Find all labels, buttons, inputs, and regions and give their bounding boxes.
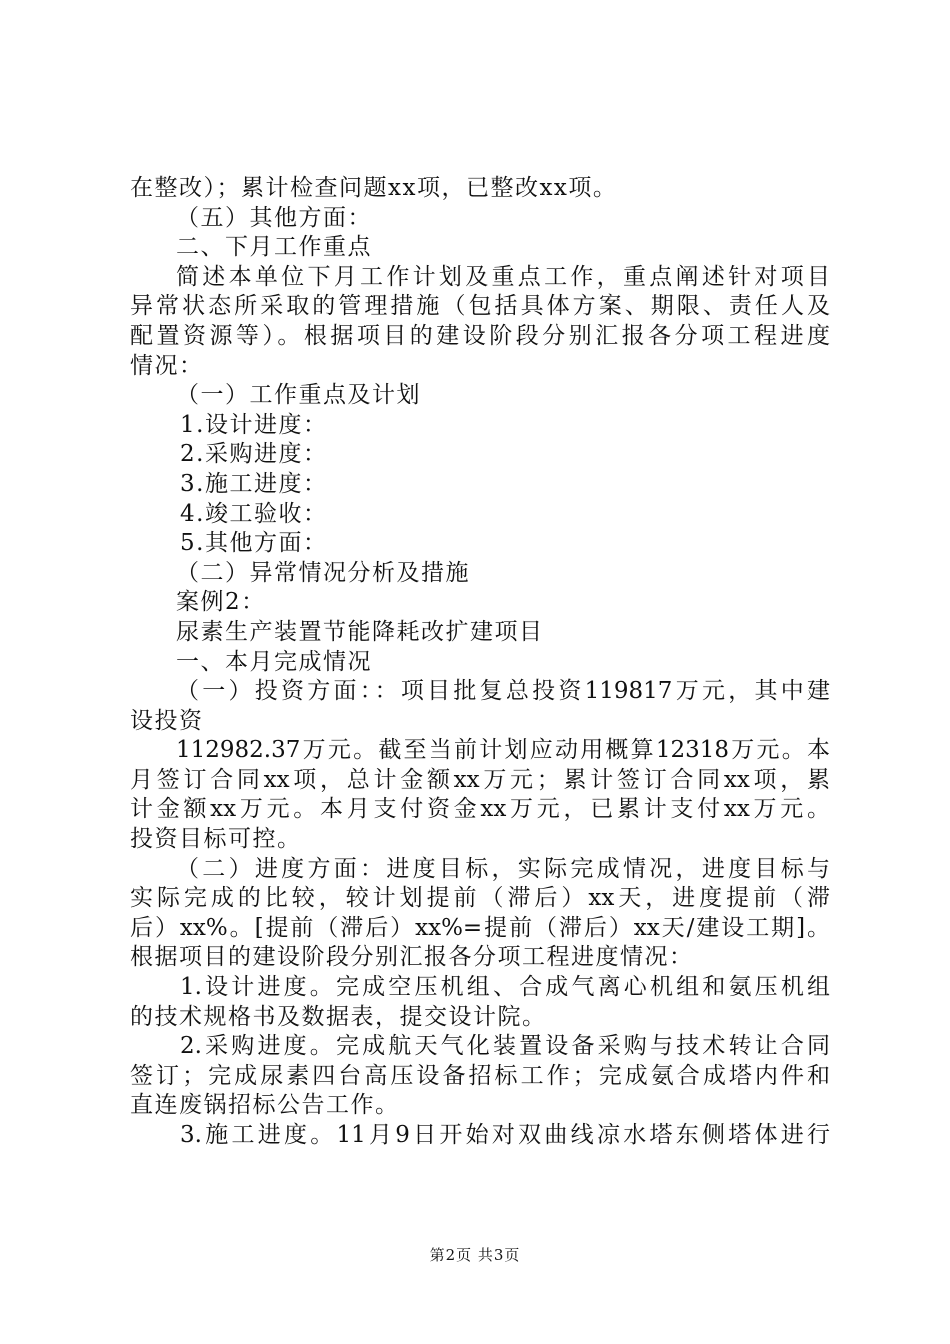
text-line: 月签订合同xx项，总计金额xx万元；累计签订合同xx项，累 [130, 766, 830, 793]
document-body [130, 174, 830, 1151]
text-line: 签订；完成尿素四台高压设备招标工作；完成氨合成塔内件和 [130, 1062, 830, 1089]
page-number-footer: 第2页 共3页 [429, 1246, 521, 1264]
text-line: 后）xx%。[提前（滞后）xx%=提前（滞后）xx天/建设工期]。 [130, 914, 830, 941]
text-line: 在整改）；累计检查问题xx项，已整改xx项。 [130, 175, 618, 201]
text-line: 设投资 [130, 707, 204, 734]
text-line: 计金额xx万元。本月支付资金xx万元，已累计支付xx万元。 [130, 796, 830, 823]
text-line: （五）其他方面： [176, 204, 372, 231]
text-line: 实际完成的比较，较计划提前（滞后）xx天，进度提前（滞 [130, 885, 830, 912]
section-heading: 一、本月完成情况 [176, 648, 372, 675]
subsection-heading: （二）异常情况分析及措施 [176, 559, 470, 586]
text-line: 根据项目的建设阶段分别汇报各分项工程进度情况： [130, 944, 694, 971]
project-title: 尿素生产装置节能降耗改扩建项目 [176, 618, 544, 645]
text-line: （二）进度方面：进度目标，实际完成情况，进度目标与 [176, 855, 830, 882]
text-line: 配置资源等）。根据项目的建设阶段分别汇报各分项工程进度 [130, 322, 830, 349]
text-line: 情况： [130, 352, 204, 379]
section-heading: 二、下月工作重点 [176, 234, 372, 261]
text-line: 异常状态所采取的管理措施（包括具体方案、期限、责任人及 [130, 293, 830, 320]
text-line: 简述本单位下月工作计划及重点工作，重点阐述针对项目 [176, 263, 830, 290]
list-item: 1.设计进度。完成空压机组、合成气离心机组和氨压机组 [180, 974, 830, 1001]
text-line: 112982.37万元。截至当前计划应动用概算12318万元。本 [176, 737, 830, 764]
list-item: 3.施工进度。11月9日开始对双曲线凉水塔东侧塔体进行 [180, 1122, 830, 1148]
list-item: 5.其他方面： [180, 530, 328, 557]
case-label: 案例2： [176, 589, 266, 616]
subsection-heading: （一）工作重点及计划 [176, 382, 421, 409]
text-line: （一）投资方面：：项目批复总投资119817万元，其中建 [176, 678, 830, 705]
text-line: 投资目标可控。 [130, 826, 302, 853]
text-line: 直连废锅招标公告工作。 [130, 1092, 400, 1119]
list-item: 1.设计进度： [180, 411, 328, 438]
list-item: 2.采购进度。完成航天气化装置设备采购与技术转让合同 [180, 1033, 830, 1060]
list-item: 3.施工进度： [180, 470, 328, 497]
list-item: 2.采购进度： [180, 441, 328, 468]
list-item: 4.竣工验收： [180, 500, 328, 527]
text-line: 的技术规格书及数据表，提交设计院。 [130, 1003, 547, 1030]
